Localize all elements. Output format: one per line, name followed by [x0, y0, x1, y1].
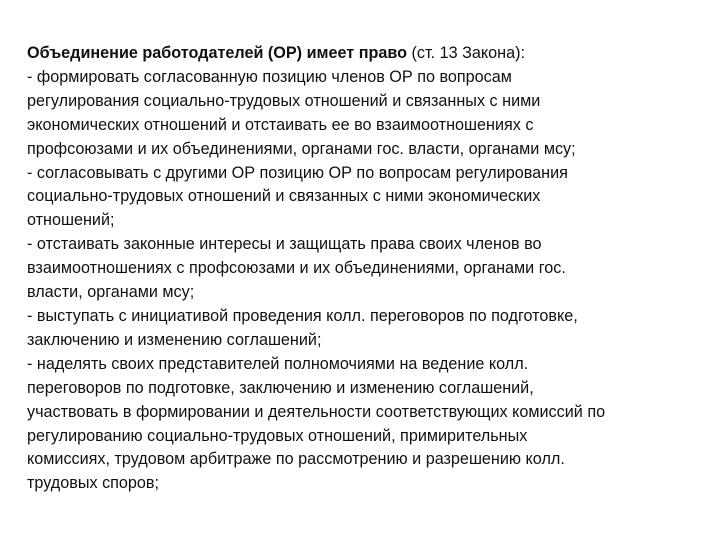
- text-line: профсоюзами и их объединениями, органами гос. власти, органами мсу;: [27, 139, 576, 158]
- text-line: трудовых споров;: [27, 474, 160, 493]
- text-line: - наделять своих представителей полномочиями на ведение колл.: [27, 354, 529, 373]
- text-line: экономических отношений и отстаивать ее во взаимоотношениях с: [27, 115, 534, 134]
- text-line: - согласовывать с другими ОР позицию ОР по вопросам регулирования: [27, 163, 568, 182]
- text-block: [27, 42, 707, 496]
- text-line: - выступать с инициативой проведения колл. переговоров по подготовке,: [27, 306, 578, 325]
- text-line: участвовать в формировании и деятельности соответствующих комиссий по: [27, 402, 606, 421]
- text-line: власти, органами мсу;: [27, 283, 195, 302]
- text-line: регулированию социально-трудовых отношений, примирительных: [27, 426, 528, 445]
- text-line: заключению и изменению соглашений;: [27, 330, 322, 349]
- text-line: переговоров по подготовке, заключению и изменению соглашений,: [27, 378, 534, 397]
- text-line: отношений;: [27, 211, 115, 230]
- text-line: комиссиях, трудовом арбитраже по рассмотрению и разрешению колл.: [27, 450, 565, 469]
- text-line: социально-трудовых отношений и связанных с ними экономических: [27, 187, 541, 206]
- text-line: регулирования социально-трудовых отношений и связанных с ними: [27, 91, 541, 110]
- heading-bold-text: Объединение работодателей (ОР) имеет право: [27, 44, 408, 62]
- text-line: - отстаивать законные интересы и защищать права своих членов во: [27, 235, 542, 254]
- heading-line: [27, 42, 707, 66]
- text-line: взаимоотношениях с профсоюзами и их объединениями, органами гос.: [27, 259, 566, 278]
- text-line: - формировать согласованную позицию членов ОР по вопросам: [27, 67, 512, 86]
- heading-rest-text: (ст. 13 Закона):: [407, 44, 525, 62]
